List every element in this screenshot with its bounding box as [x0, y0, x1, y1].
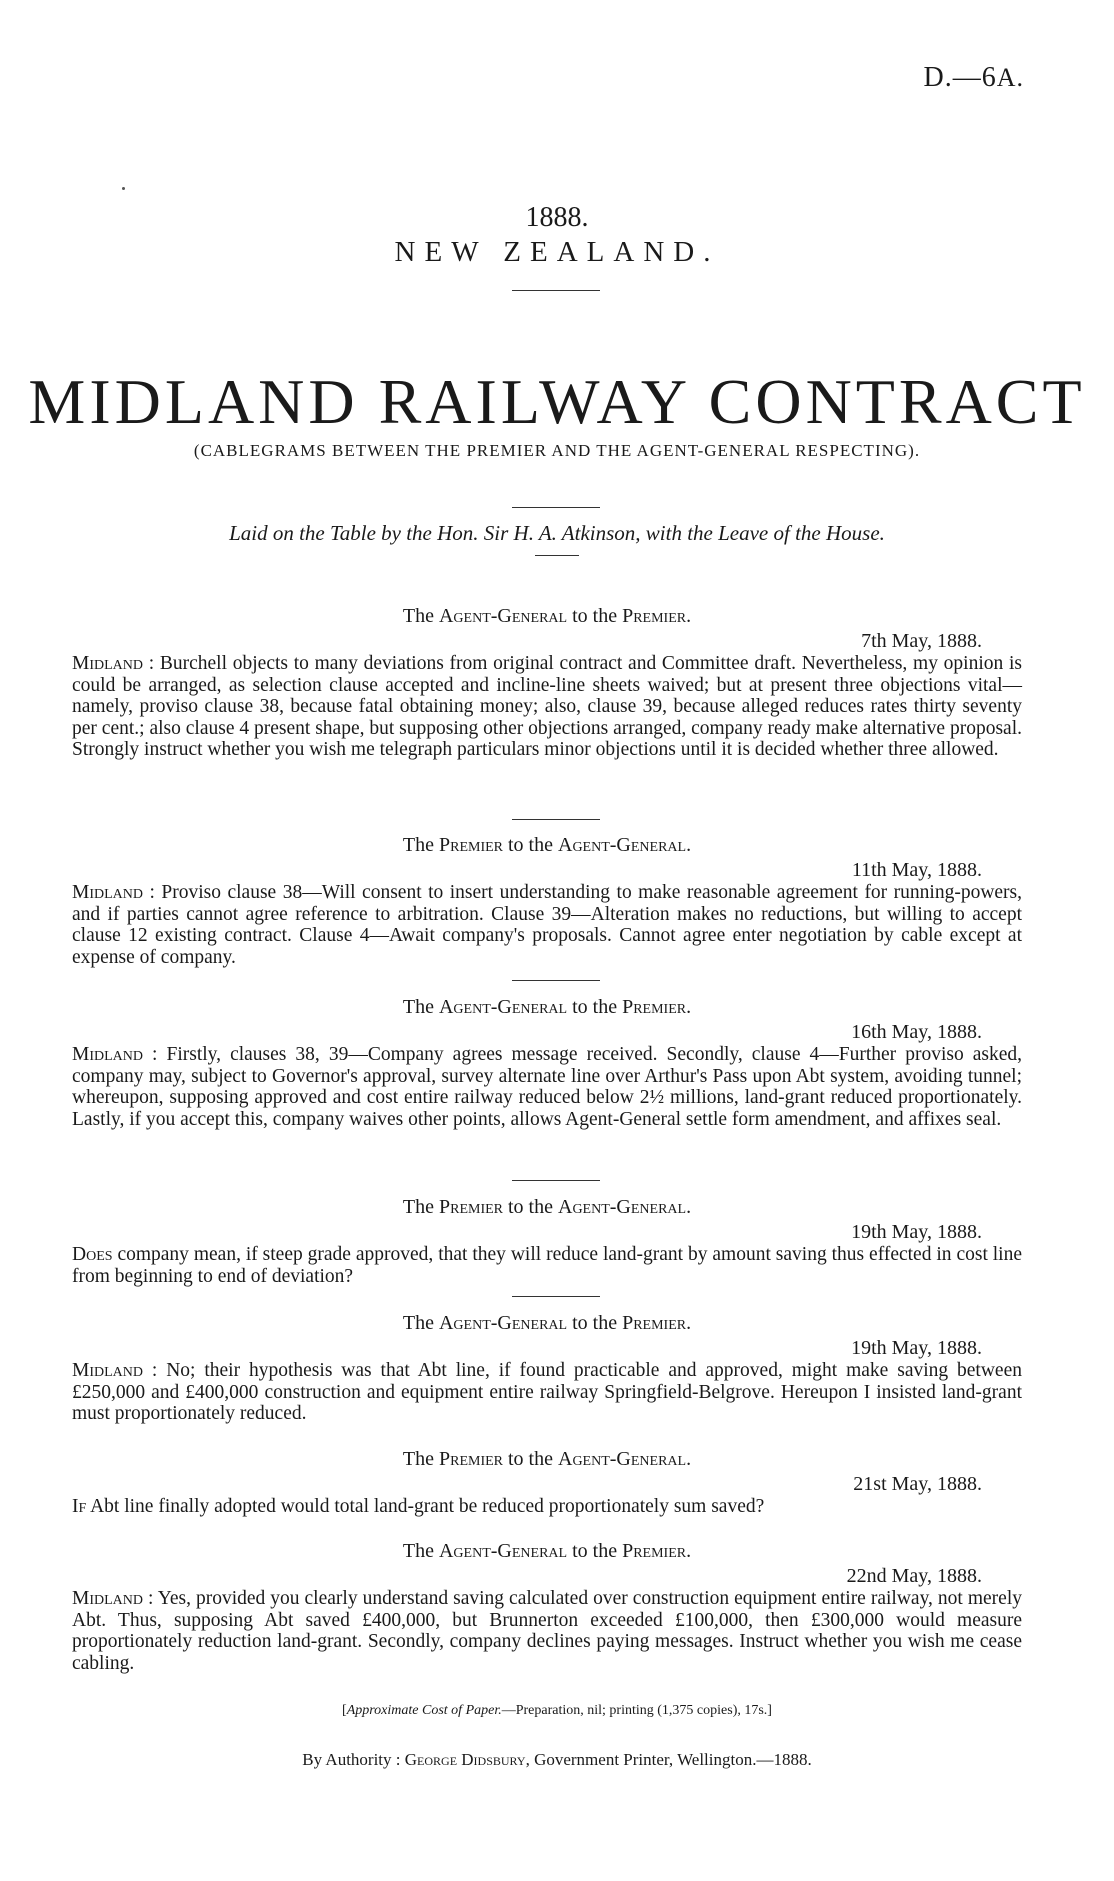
cablegram-heading: The Premier to the Agent-General.: [402, 834, 692, 856]
reference-prefix: D.—6: [923, 62, 997, 93]
cablegram-1: [72, 603, 1022, 761]
cablegram-2: [72, 832, 1022, 968]
print-speck: [122, 187, 125, 190]
section-divider: [512, 819, 600, 820]
laid-on-table-note: Laid on the Table by the Hon. Sir H. A. Atkinson, with the Leave of the House.: [229, 521, 885, 545]
cablegram-heading: The Agent-General to the Premier.: [402, 1312, 692, 1334]
cablegram-date: 21st May, 1888.: [853, 1473, 982, 1495]
cablegram-body: Does company mean, if steep grade approved, that they will reduce land-grant by amount saving thus effected in cost line from beginning to end of deviation?: [72, 1244, 1023, 1287]
cablegram-body: Midland : Proviso clause 38—Will consent to insert understanding to make reasonable agreement for running-powers, and if parties cannot agree reference to arbitration. Clause 39—Alteration makes no reductions, but willing to accept clause 12 existing contract. Clause 4—Await company's proposals. Cannot agree enter negotiation by cable except at expense of company.: [72, 882, 1023, 968]
cablegram-body: Midland : Yes, provided you clearly understand saving calculated over construction equipment entire railway, not merely Abt. Thus, supposing Abt saved £400,000, but Brunnerton exceeded £100,000, then £300,000 would measure proportionately reduction land-grant. Secondly, company declines paying messages. Instruct whether you wish me cease cabling.: [72, 1588, 1022, 1674]
cablegram-body: Midland : Burchell objects to many deviations from original contract and Committee draft. Nevertheless, my opinion is could be arranged, as selection clause accepted and incline-line sheets waived; but at present three objections vital—namely, proviso clause 38, because fatal obtaining money; also, clause 39, because alleged reduces rates thirty seventy per cent.; also clause 4 present shape, but supposing other objections arranged, company ready make alternative proposal. Strongly instruct whether you wish me telegraph particulars minor objections until it is decided whether three allowed.: [72, 653, 1022, 761]
cablegram-heading: The Premier to the Agent-General.: [402, 1196, 692, 1218]
printer-imprint: By Authority : George Didsbury, Government Printer, Wellington.—1888.: [302, 1750, 812, 1769]
cablegram-6: [72, 1446, 1022, 1518]
document-reference: [923, 62, 1024, 94]
cablegram-body: If Abt line finally adopted would total land-grant be reduced proportionately sum saved?: [72, 1496, 765, 1517]
cablegram-heading: The Premier to the Agent-General.: [402, 1448, 692, 1470]
header-divider: [512, 290, 600, 291]
laid-divider: [535, 555, 579, 556]
cablegram-body: Midland : No; their hypothesis was that Abt line, if found practicable and approved, might make saving between £250,000 and £400,000 construction and equipment entire railway Springfield-Belgrove. Hereupon I insisted land-grant must proportionately reduced.: [72, 1360, 1022, 1425]
section-divider: [512, 1296, 600, 1297]
cablegram-date: 16th May, 1888.: [851, 1021, 982, 1043]
document-year: 1888.: [525, 202, 589, 233]
document-subtitle: (CABLEGRAMS BETWEEN THE PREMIER AND THE AGENT-GENERAL RESPECTING).: [193, 441, 921, 460]
cablegram-date: 19th May, 1888.: [851, 1221, 982, 1243]
cablegram-date: 11th May, 1888.: [851, 859, 982, 881]
cablegram-date: 7th May, 1888.: [861, 630, 982, 652]
cablegram-7: [72, 1538, 1022, 1674]
section-divider: [512, 980, 600, 981]
document-country: NEW ZEALAND.: [394, 236, 720, 268]
section-divider: [512, 1180, 600, 1181]
document-title: MIDLAND RAILWAY CONTRACT: [28, 366, 1086, 437]
cablegram-body: Midland : Firstly, clauses 38, 39—Company agrees message received. Secondly, clause 4—Further proviso asked, company may, subject to Governor's approval, survey alternate line over Arthur's Pass upon Abt system, avoiding tunnel; whereupon, supposing approved and cost entire railway reduced below 2½ millions, land-grant reduced proportionately. Lastly, if you accept this, company waives other points, allows Agent-General settle form amendment, and affixes seal.: [72, 1044, 1023, 1130]
subtitle-divider: [512, 507, 600, 508]
cablegram-5: [72, 1310, 1022, 1425]
cablegram-heading: The Agent-General to the Premier.: [402, 1540, 692, 1562]
cablegram-heading: The Agent-General to the Premier.: [402, 996, 692, 1018]
cablegram-date: 19th May, 1888.: [851, 1337, 982, 1359]
cablegram-date: 22nd May, 1888.: [846, 1565, 982, 1587]
cost-of-paper-note: [Approximate Cost of Paper.—Preparation, nil; printing (1,375 copies), 17s.]: [342, 1703, 772, 1718]
cablegram-4: [72, 1194, 1022, 1287]
cablegram-heading: The Agent-General to the Premier.: [402, 605, 692, 627]
cablegram-3: [72, 994, 1022, 1130]
reference-suffix: A.: [996, 63, 1024, 92]
